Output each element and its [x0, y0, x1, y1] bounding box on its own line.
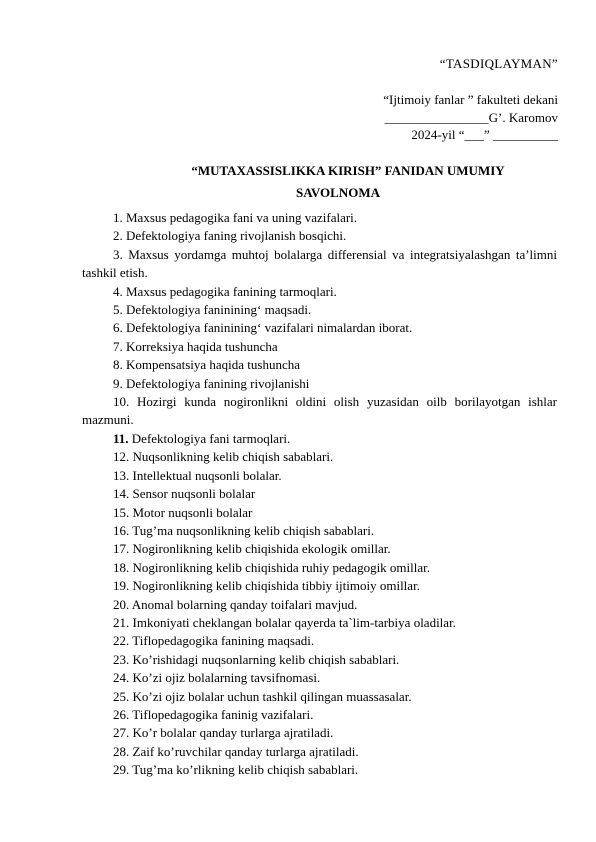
- list-item: 16. Tug’ma nuqsonlikning kelib chiqish sabablari.: [113, 522, 375, 538]
- approval-heading: “TASDIQLAYMAN”: [439, 56, 558, 71]
- list-item: 5. Defektologiya fanininingʻ maqsadi.: [113, 302, 312, 318]
- list-item: 8. Kompensatsiya haqida tushuncha: [113, 357, 301, 373]
- date-line: 2024-yil “___” __________: [411, 127, 558, 142]
- document-subtitle: SAVOLNOMA: [295, 185, 380, 200]
- list-item: 24. Ko’zi ojiz bolalarning tavsifnomasi.: [113, 670, 321, 686]
- list-item: 7. Korreksiya haqida tushuncha: [113, 338, 278, 354]
- list-item: 26. Tiflopedagogika faninig vazifalari.: [113, 706, 314, 722]
- list-item: 18. Nogironlikning kelib chiqishida ruhiy pedagogik omillar.: [113, 559, 431, 575]
- list-item: 6. Defektologiya fanininingʻ vazifalari nimalardan iborat.: [113, 320, 413, 336]
- list-item: 21. Imkoniyati cheklangan bolalar qayerda ta`lim-tarbiya oladilar.: [113, 614, 456, 630]
- document-title: “MUTAXASSISLIKKA KIRISH” FANIDAN UMUMIY: [191, 163, 505, 178]
- list-item: 14. Sensor nuqsonli bolalar: [113, 486, 256, 502]
- list-item: 23. Ko’rishidagi nuqsonlarning kelib chiqish sabablari.: [113, 651, 400, 667]
- signature-line: ________________G’. Karomov: [384, 110, 558, 125]
- list-item: 2. Defektologiya faning rivojlanish bosqichi.: [113, 228, 347, 244]
- list-item: 13. Intellektual nuqsonli bolalar.: [113, 467, 282, 483]
- list-item: 27. Ko’r bolalar qanday turlarga ajratiladi.: [113, 725, 334, 741]
- list-item: 20. Anomal bolarning qanday toifalari mavjud.: [113, 596, 358, 612]
- list-item: 11. Defektologiya fani tarmoqlari.: [113, 430, 291, 446]
- list-item: 22. Tiflopedagogika fanining maqsadi.: [113, 633, 315, 649]
- list-item: 29. Tug’ma ko’rlikning kelib chiqish sabablari.: [113, 762, 359, 778]
- question-list: [82, 209, 557, 780]
- list-item: 25. Ko’zi ojiz bolalar uchun tashkil qilingan muassasalar.: [113, 688, 412, 704]
- list-item: 17. Nogironlikning kelib chiqishida ekologik omillar.: [113, 541, 391, 557]
- list-item: 19. Nogironlikning kelib chiqishida tibbiy ijtimoiy omillar.: [113, 578, 420, 594]
- list-item: 15. Motor nuqsonli bolalar: [113, 504, 253, 520]
- list-item: 4. Maxsus pedagogika fanining tarmoqlari.: [113, 283, 337, 299]
- list-item: 9. Defektologiya fanining rivojlanishi: [113, 375, 310, 391]
- list-item: 12. Nuqsonlikning kelib chiqish sabablari.: [113, 449, 334, 465]
- dean-line: “Ijtimoiy fanlar ” fakulteti dekani: [383, 92, 558, 107]
- list-item: 1. Maxsus pedagogika fani va uning vazifalari.: [113, 210, 358, 225]
- list-item: 28. Zaif ko’ruvchilar qanday turlarga ajratiladi.: [113, 743, 359, 759]
- list-item: 3. Maxsus yordamga muhtoj bolalarga differensial va integratsiyalashgan ta’limni tashkil etish.: [82, 246, 557, 281]
- list-item: 10. Hozirgi kunda nogironlikni oldini olish yuzasidan oilb borilayotgan ishlar mazmuni.: [82, 394, 558, 428]
